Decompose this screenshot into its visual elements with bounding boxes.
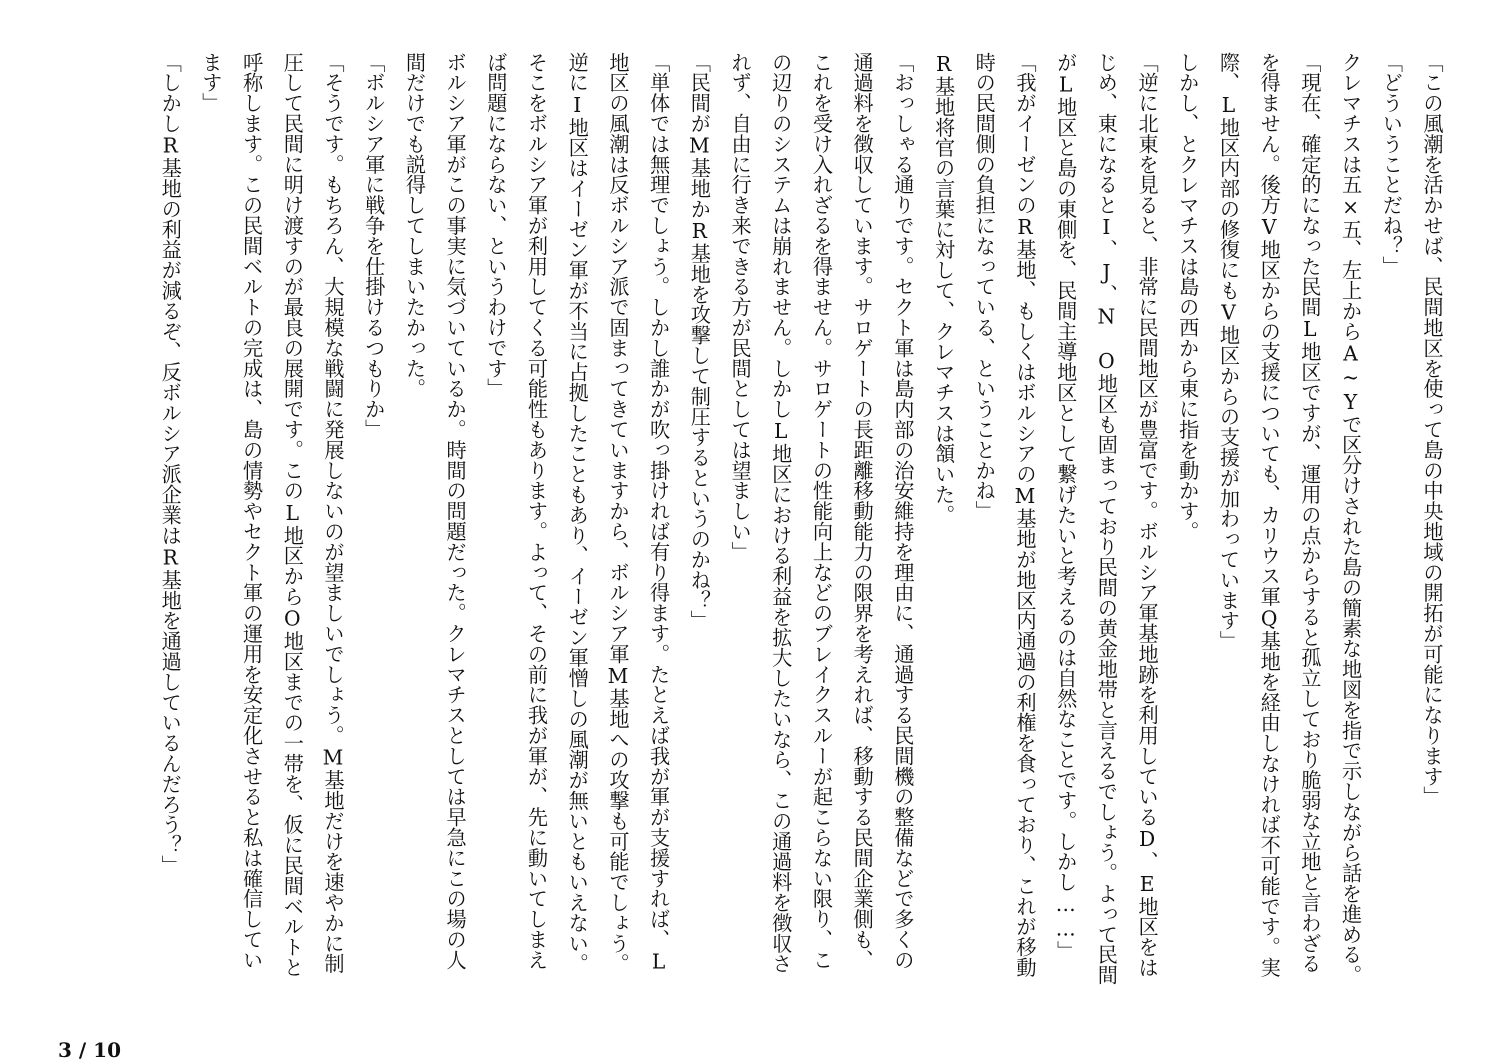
paragraph: 「そうです。もちろん、大規模な戦闘に発展しないのが望ましいでしょう。M基地だけを速やかに制圧して民間に明け渡すのが最良の展開です。このL地区からO地区までの一帯を、仮に民間ベルトと呼称します。この民間ベルトの完成は、島の情勢やセクト軍の運用を安定化させると私は確信しています」: [198, 52, 346, 978]
paragraph: 「ボルシア軍に戦争を仕掛けるつもりか」: [361, 52, 386, 440]
paragraph: 「現在、確定的になった民間L地区ですが、運用の点からすると孤立しており脆弱な立地と言わざるを得ません。後方V地区からの支援についても、カリウス軍Q基地を経由しなければ不可能です。実際、L地区内部の修復にもV地区からの支援が加わっています」: [1216, 52, 1322, 978]
paragraph: クレマチスは五×五、左上からA~Yで区分けされた島の簡素な地図を指で示しながら話を進める。: [1338, 52, 1363, 986]
paragraph: 「我がイーゼンのR基地、もしくはボルシアのM基地が地区内通過の利権を食っており、これが移動時の民間側の負担になっている、ということかね」: [972, 52, 1037, 978]
paragraph: 「どういうことだね？」: [1379, 52, 1404, 277]
paragraph: ボルシア軍がこの事実に気づいているか。時間の問題だった。クレマチスとしては早急にこの場の人間だけでも説得してしまいたかった。: [402, 52, 468, 970]
vertical-text-body: [150, 52, 1453, 987]
paragraph: 「おっしゃる通りです。セクト軍は島内部の治安維持を理由に、通過する民間機の整備などで多くの通過料を徴収しています。サロゲートの長距離移動能力の限界を考えれば、移動する民間企業側も、これを受け入れざるを得ません。サロゲートの性能向上などのブレイクスルーが起こらない限り、この辺りのシステムは崩れません。しかしL地区における利益を拡大したいなら、この通過料を徴収されず、自由に行き来できる方が民間としては望ましい」: [728, 52, 915, 974]
paragraph: 「逆に北東を見ると、非常に民間地区が豊富です。ボルシア軍基地跡を利用しているD、E地区をはじめ、東になるとI、J、N O地区も固まっており民間の黄金地帯と言えるでしょう。よって民間がL地区と島の東側を、民間主導地区として繋げたいと考えるのは自然なことです。しかし……」: [1053, 52, 1160, 986]
paragraph: 「民間がM基地かR基地を攻撃して制圧するというのかね？」: [687, 52, 712, 631]
paragraph: 「この風潮を活かせば、民間地区を使って島の中央地域の開拓が可能になります」: [1420, 52, 1444, 807]
page-number: 3 / 10: [58, 1038, 121, 1062]
paragraph: 「単体では無理でしょう。しかし誰かが吹っ掛ければ有り得ます。たとえば我が軍が支援すれば、L地区の風潮は反ボルシア派で固まってきていますから、ボルシア軍M基地への攻撃も可能でしょう。逆にI地区はイーゼン軍が不当に占拠したこともあり、イーゼン軍憎しの風潮が無いともいえない。そこをボルシア軍が利用してくる可能性もあります。よって、その前に我が軍が、先に動いてしまえば問題にならない、というわけです」: [483, 52, 671, 974]
paragraph: しかし、とクレマチスは島の西から東に指を動かす。: [1175, 52, 1200, 542]
paragraph: 「しかしR基地の利益が減るぞ、反ボルシア派企業はR基地を通過しているんだろう？」: [158, 52, 183, 876]
paragraph: R基地将官の言葉に対して、クレマチスは頷いた。: [931, 52, 956, 525]
